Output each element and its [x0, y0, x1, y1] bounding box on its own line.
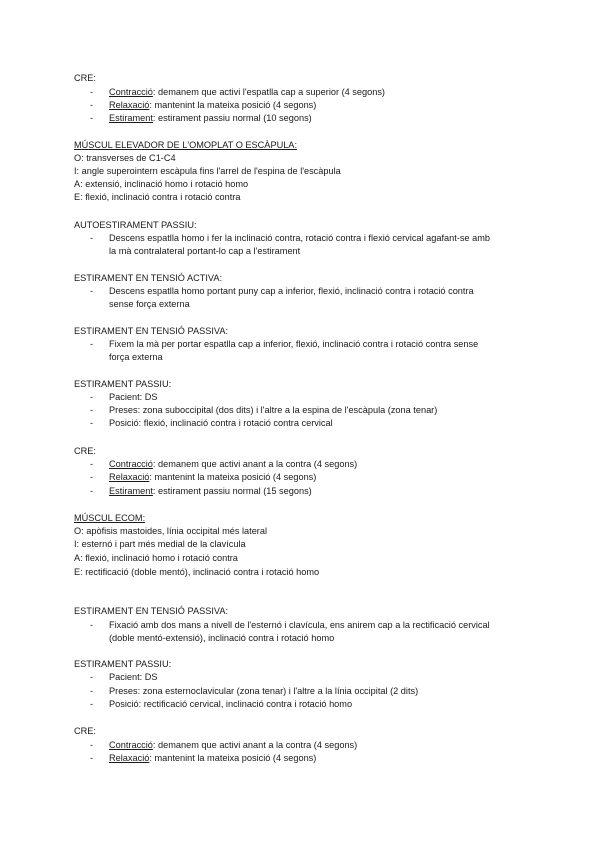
list-item [109, 285, 529, 312]
list-item [109, 739, 529, 752]
bullet: - [90, 418, 94, 428]
text-line: E: flexió, inclinació contra i rotació contra [74, 192, 241, 202]
term-text: : demanem que activi l'espatlla cap a superior (4 segons) [152, 87, 385, 97]
section-heading: ESTIRAMENT EN TENSIÓ PASSIVA: [74, 326, 229, 336]
bullet: - [90, 392, 94, 402]
list-item [109, 471, 529, 484]
bullet: - [90, 740, 94, 750]
list-item: Pacient: DS [109, 672, 158, 682]
term-label: Contracció [109, 87, 153, 97]
list-item [109, 86, 529, 99]
term-text: : demanem que activi anant a la contra (4 segons) [152, 740, 358, 750]
list-item [109, 232, 529, 259]
text-line: I: esternó i part més medial de la clavícula [74, 539, 246, 549]
list-item-line: la mà contralateral portant-lo cap a l'estirament [109, 246, 301, 257]
list-item-line: Descens espatlla homo portant puny cap a inferior, flexió, inclinació contra i rotació contra [109, 286, 474, 296]
section-heading: CRE: [74, 73, 96, 83]
list-item-line: força externa [109, 352, 163, 363]
list-item: Pacient: DS [109, 392, 158, 402]
bullet: - [90, 100, 94, 110]
bullet: - [90, 620, 94, 630]
term-text: : mantenint la mateixa posició (4 segons) [149, 100, 317, 110]
term-label: Estirament [109, 486, 153, 496]
list-item-line: Fixació amb dos mans a nivell de l'esternó i clavícula, ens anirem cap a la rectificació cervical [109, 620, 490, 630]
bullet: - [90, 87, 94, 97]
section-heading: ESTIRAMENT PASSIU: [74, 379, 172, 389]
bullet: - [90, 472, 94, 482]
list-item [109, 338, 529, 365]
term-label: Estirament [109, 113, 153, 123]
bullet: - [90, 672, 94, 682]
list-item: Preses: zona suboccipital (dos dits) i l'altre a la espina de l'escàpula (zona tenar) [109, 405, 438, 415]
text-line: A: flexió, inclinació homo i rotació contra [74, 553, 238, 563]
text-line: I: angle superointern escàpula fins l'arrel de l'espina de l'escàpula [74, 166, 341, 176]
text-line: A: extensió, inclinació homo i rotació homo [74, 179, 249, 189]
bullet: - [90, 339, 94, 349]
list-item [109, 458, 529, 471]
bullet: - [90, 459, 94, 469]
list-item [109, 619, 529, 646]
list-item: Posició: rectificació cervical, inclinació contra i rotació homo [109, 699, 353, 709]
list-item-line: Fixem la mà per portar espatlla cap a inferior, flexió, inclinació contra i rotació contra sense [109, 339, 479, 349]
bullet: - [90, 405, 94, 415]
term-text: : mantenint la mateixa posició (4 segons) [149, 753, 317, 763]
list-item [109, 752, 529, 765]
term-label: Contracció [109, 740, 153, 750]
bullet: - [90, 113, 94, 123]
term-text: : mantenint la mateixa posició (4 segons) [149, 472, 317, 482]
section-heading: CRE: [74, 446, 96, 456]
term-text: : estirament passiu normal (15 segons) [152, 486, 312, 496]
term-label: Contracció [109, 459, 153, 469]
section-heading: CRE: [74, 726, 96, 736]
term-label: Relaxació [109, 753, 150, 763]
list-item [109, 99, 529, 112]
bullet: - [90, 753, 94, 763]
term-label: Relaxació [109, 472, 150, 482]
list-item-line: Descens espatlla homo i fer la inclinació contra, rotació contra i flexió cervical agafant-se amb [109, 233, 490, 243]
section-heading: ESTIRAMENT EN TENSIÓ PASSIVA: [74, 606, 229, 616]
list-item: Posició: flexió, inclinació contra i rotació contra cervical [109, 418, 333, 428]
text-line: O: apòfisis mastoides, línia occipital més lateral [74, 526, 268, 536]
list-item-line: (doble mentó-extensió), inclinació contra i rotació homo [109, 633, 335, 644]
muscle-heading: MÚSCUL ELEVADOR DE L'OMOPLAT O ESCÀPULA: [74, 140, 297, 150]
text-line: O: transverses de C1-C4 [74, 153, 176, 163]
term-label: Relaxació [109, 100, 150, 110]
list-item [109, 112, 529, 125]
list-item [109, 485, 529, 498]
bullet: - [90, 233, 94, 243]
bullet: - [90, 699, 94, 709]
term-text: : demanem que activi anant a la contra (4 segons) [152, 459, 358, 469]
list-item: Preses: zona esternoclavicular (zona tenar) i l'altre a la línia occipital (2 dits) [109, 686, 419, 696]
section-heading: ESTIRAMENT EN TENSIÓ ACTIVA: [74, 273, 223, 283]
list-item-line: sense força externa [109, 299, 190, 310]
text-line: E: rectificació (doble mentó), inclinació contra i rotació homo [74, 567, 320, 577]
section-heading: AUTOESTIRAMENT PASSIU: [74, 220, 197, 230]
muscle-heading: MÚSCUL ECOM: [74, 513, 146, 523]
bullet: - [90, 286, 94, 296]
bullet: - [90, 686, 94, 696]
bullet: - [90, 486, 94, 496]
section-heading: ESTIRAMENT PASSIU: [74, 659, 172, 669]
term-text: : estirament passiu normal (10 segons) [152, 113, 312, 123]
